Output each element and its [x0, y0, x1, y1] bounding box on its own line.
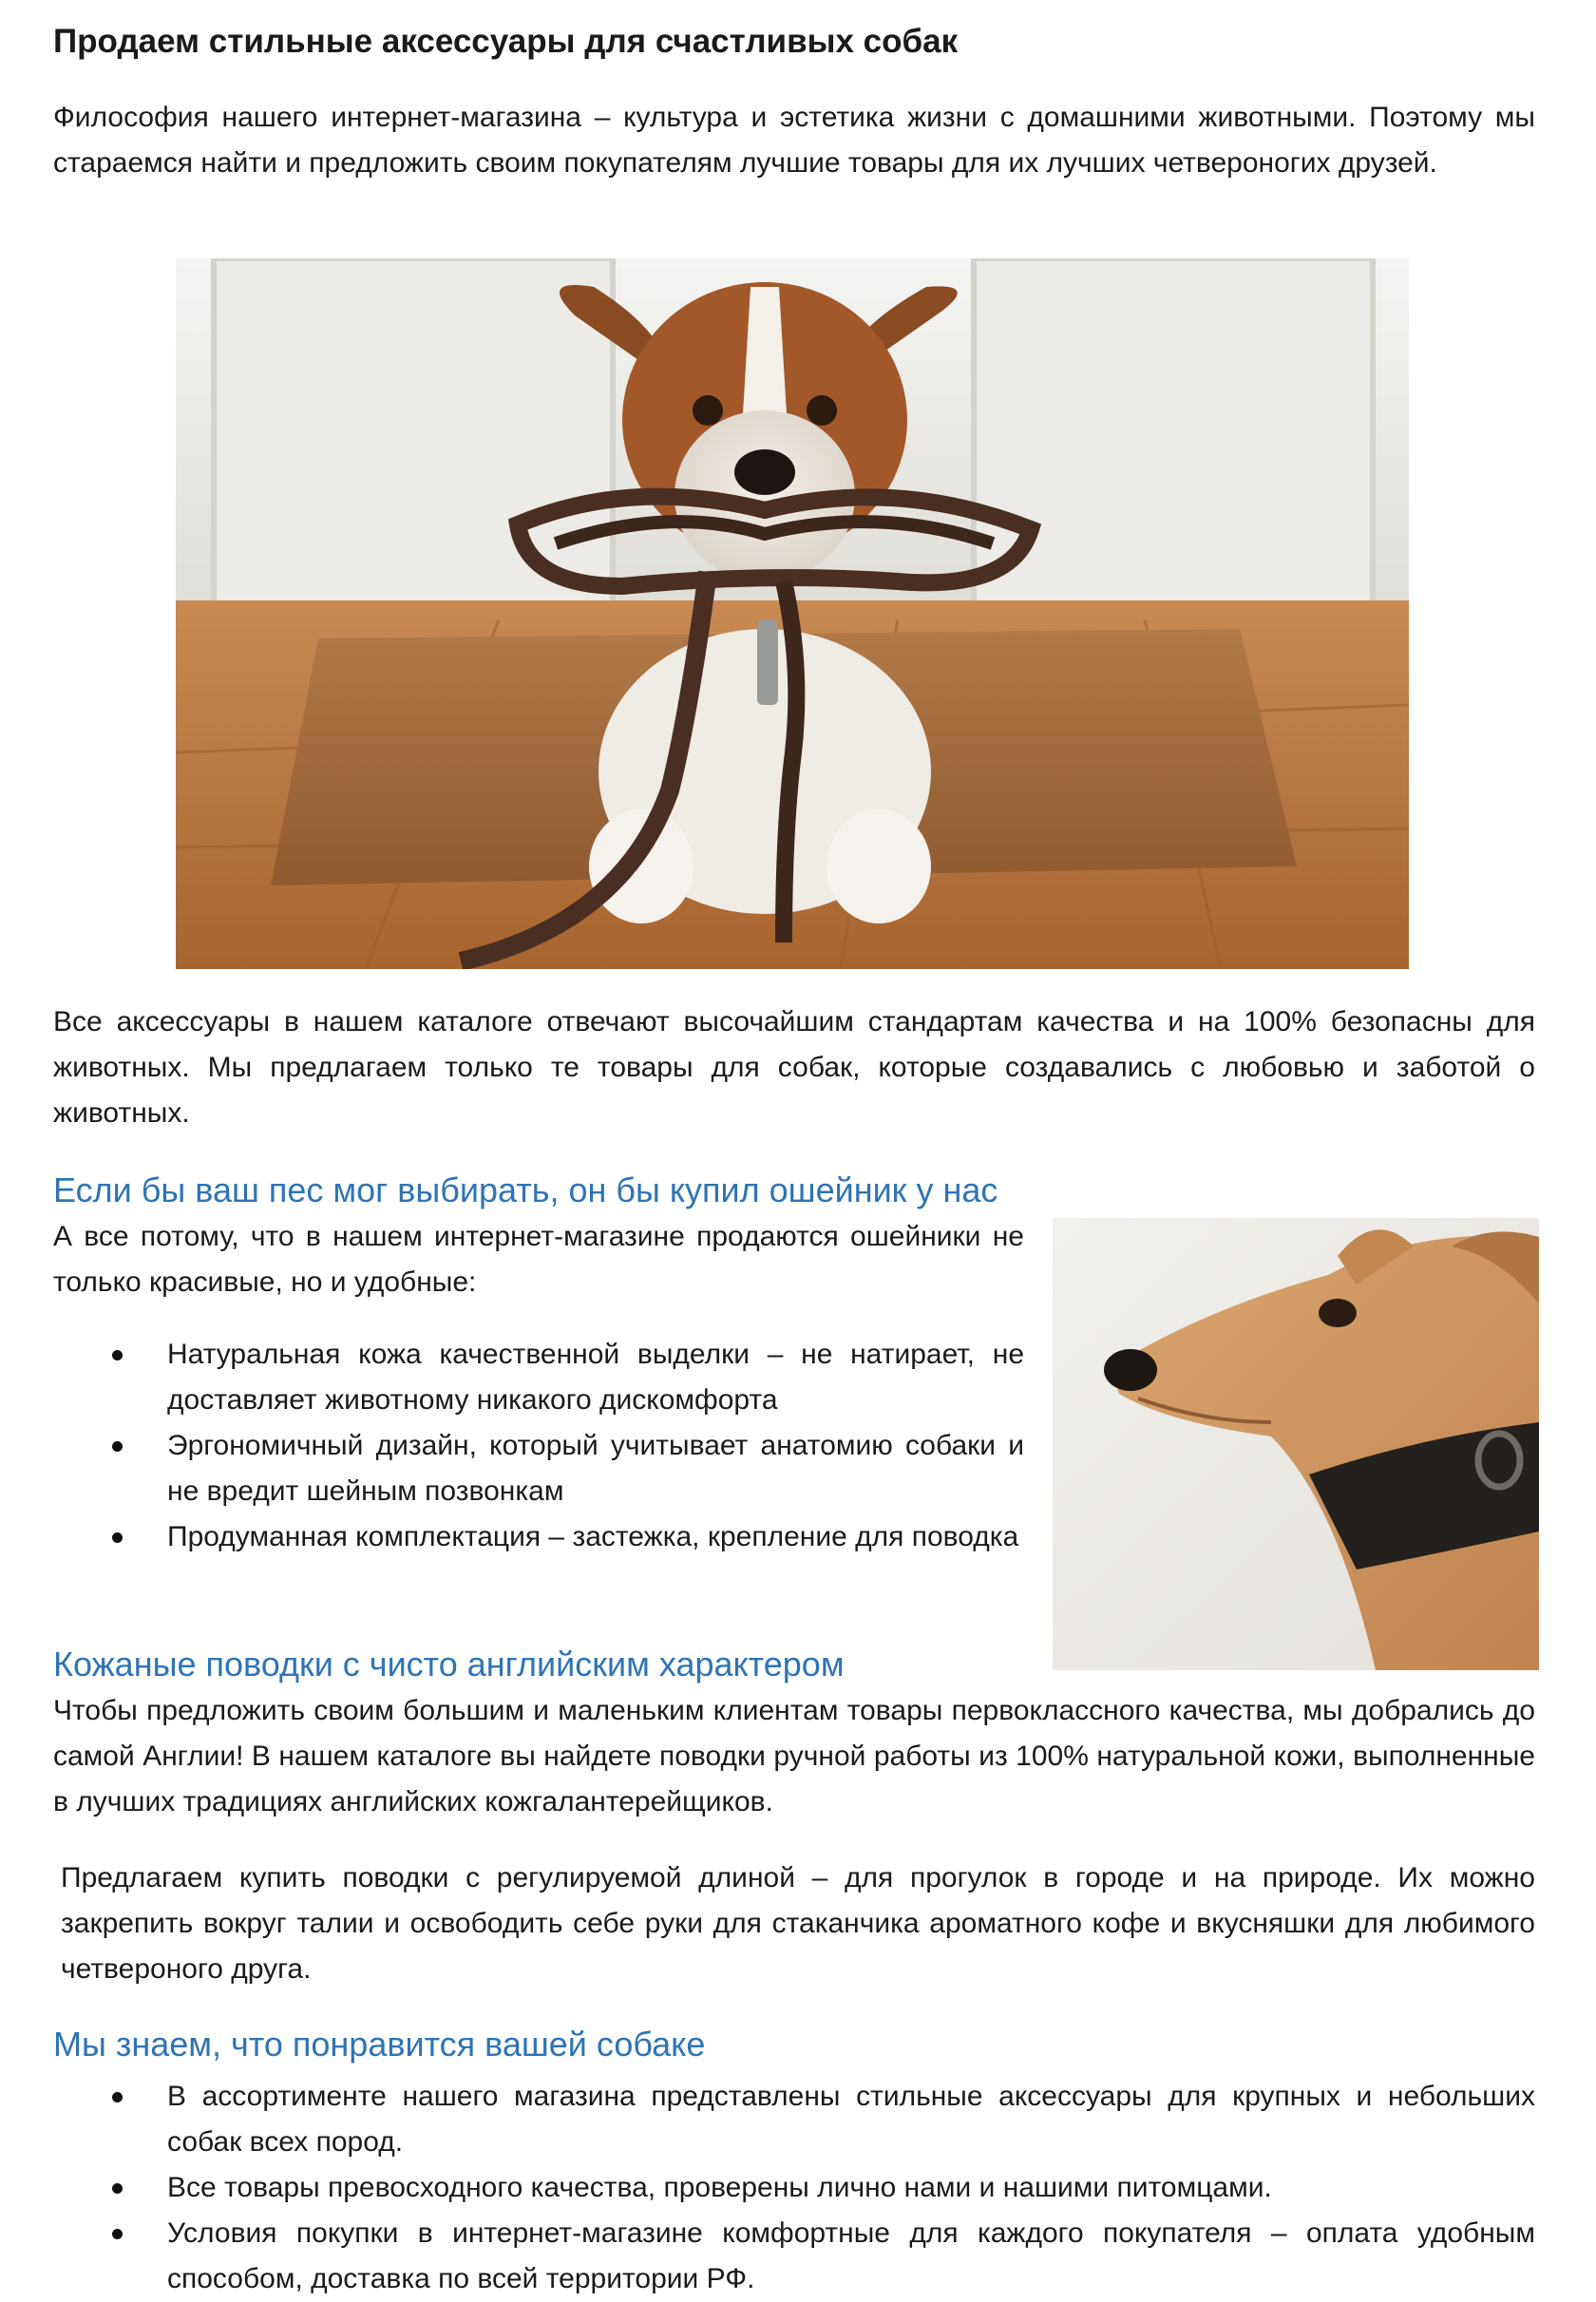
collars-feature-list: [53, 1332, 1024, 1560]
quality-paragraph: Все аксессуары в нашем каталоге отвечают высочайшим стандартам качества и на 100% безопасны для животных. Мы предлагаем только те товары для собак, которые создавались с любовью и заботой о животных.: [53, 1006, 1535, 1129]
know-heading: Мы знаем, что понравится вашей собаке: [53, 2025, 706, 2064]
collars-heading: Если бы ваш пес мог выбирать, он бы купил ошейник у нас: [53, 1170, 998, 1209]
bullet-icon: [112, 1441, 123, 1452]
bullet-icon: [112, 2092, 123, 2102]
intro-paragraph: Философия нашего интернет-магазина – культура и эстетика жизни с домашними животными. Поэтому мы стараемся найти и предложить своим покупателям лучшие товары для их лучших четвероногих друзей.: [53, 102, 1535, 179]
list-item: Условия покупки в интернет-магазине комфортные для каждого покупателя – оплата удобным способом, доставка по всей территории РФ.: [53, 2211, 1535, 2302]
collars-lead-paragraph: А все потому, что в нашем интернет-магазине продаются ошейники не только красивые, но и удобные:: [53, 1221, 1024, 1298]
leashes-paragraph-2: Предлагаем купить поводки с регулируемой длиной – для прогулок в городе и на природе. Их можно закрепить вокруг талии и освободить себе руки для стаканчика ароматного кофе и вкусняшки для любимого четвероного друга.: [61, 1862, 1535, 1985]
know-feature-list: [53, 2074, 1535, 2302]
list-item: Эргономичный дизайн, который учитывает анатомию собаки и не вредит шейным позвонкам: [53, 1423, 1024, 1514]
list-item: Все товары превосходного качества, проверены лично нами и нашими питомцами.: [53, 2165, 1535, 2211]
list-item: В ассортименте нашего магазина представлены стильные аксессуары для крупных и небольших собак всех пород.: [53, 2074, 1535, 2165]
dog-with-leash-photo: [176, 258, 1409, 969]
dog-with-collar-photo: [1053, 1218, 1539, 1670]
list-item: Натуральная кожа качественной выделки – не натирает, не доставляет животному никакого дискомфорта: [53, 1332, 1024, 1423]
list-item: Продуманная комплектация – застежка, крепление для поводка: [53, 1514, 1024, 1560]
leashes-paragraph-1: Чтобы предложить своим большим и маленьким клиентам товары первоклассного качества, мы добрались до самой Англии! В нашем каталоге вы найдете поводки ручной работы из 100% натуральной кожи, выполненные в лучших традициях английских кожгалантерейщиков.: [53, 1695, 1535, 1817]
page-title: Продаем стильные аксессуары для счастливых собак: [53, 23, 959, 60]
bullet-icon: [112, 2183, 123, 2194]
leashes-heading: Кожаные поводки с чисто английским характером: [53, 1645, 845, 1684]
bullet-icon: [112, 2229, 123, 2239]
bullet-icon: [112, 1532, 123, 1543]
bullet-icon: [112, 1350, 123, 1360]
